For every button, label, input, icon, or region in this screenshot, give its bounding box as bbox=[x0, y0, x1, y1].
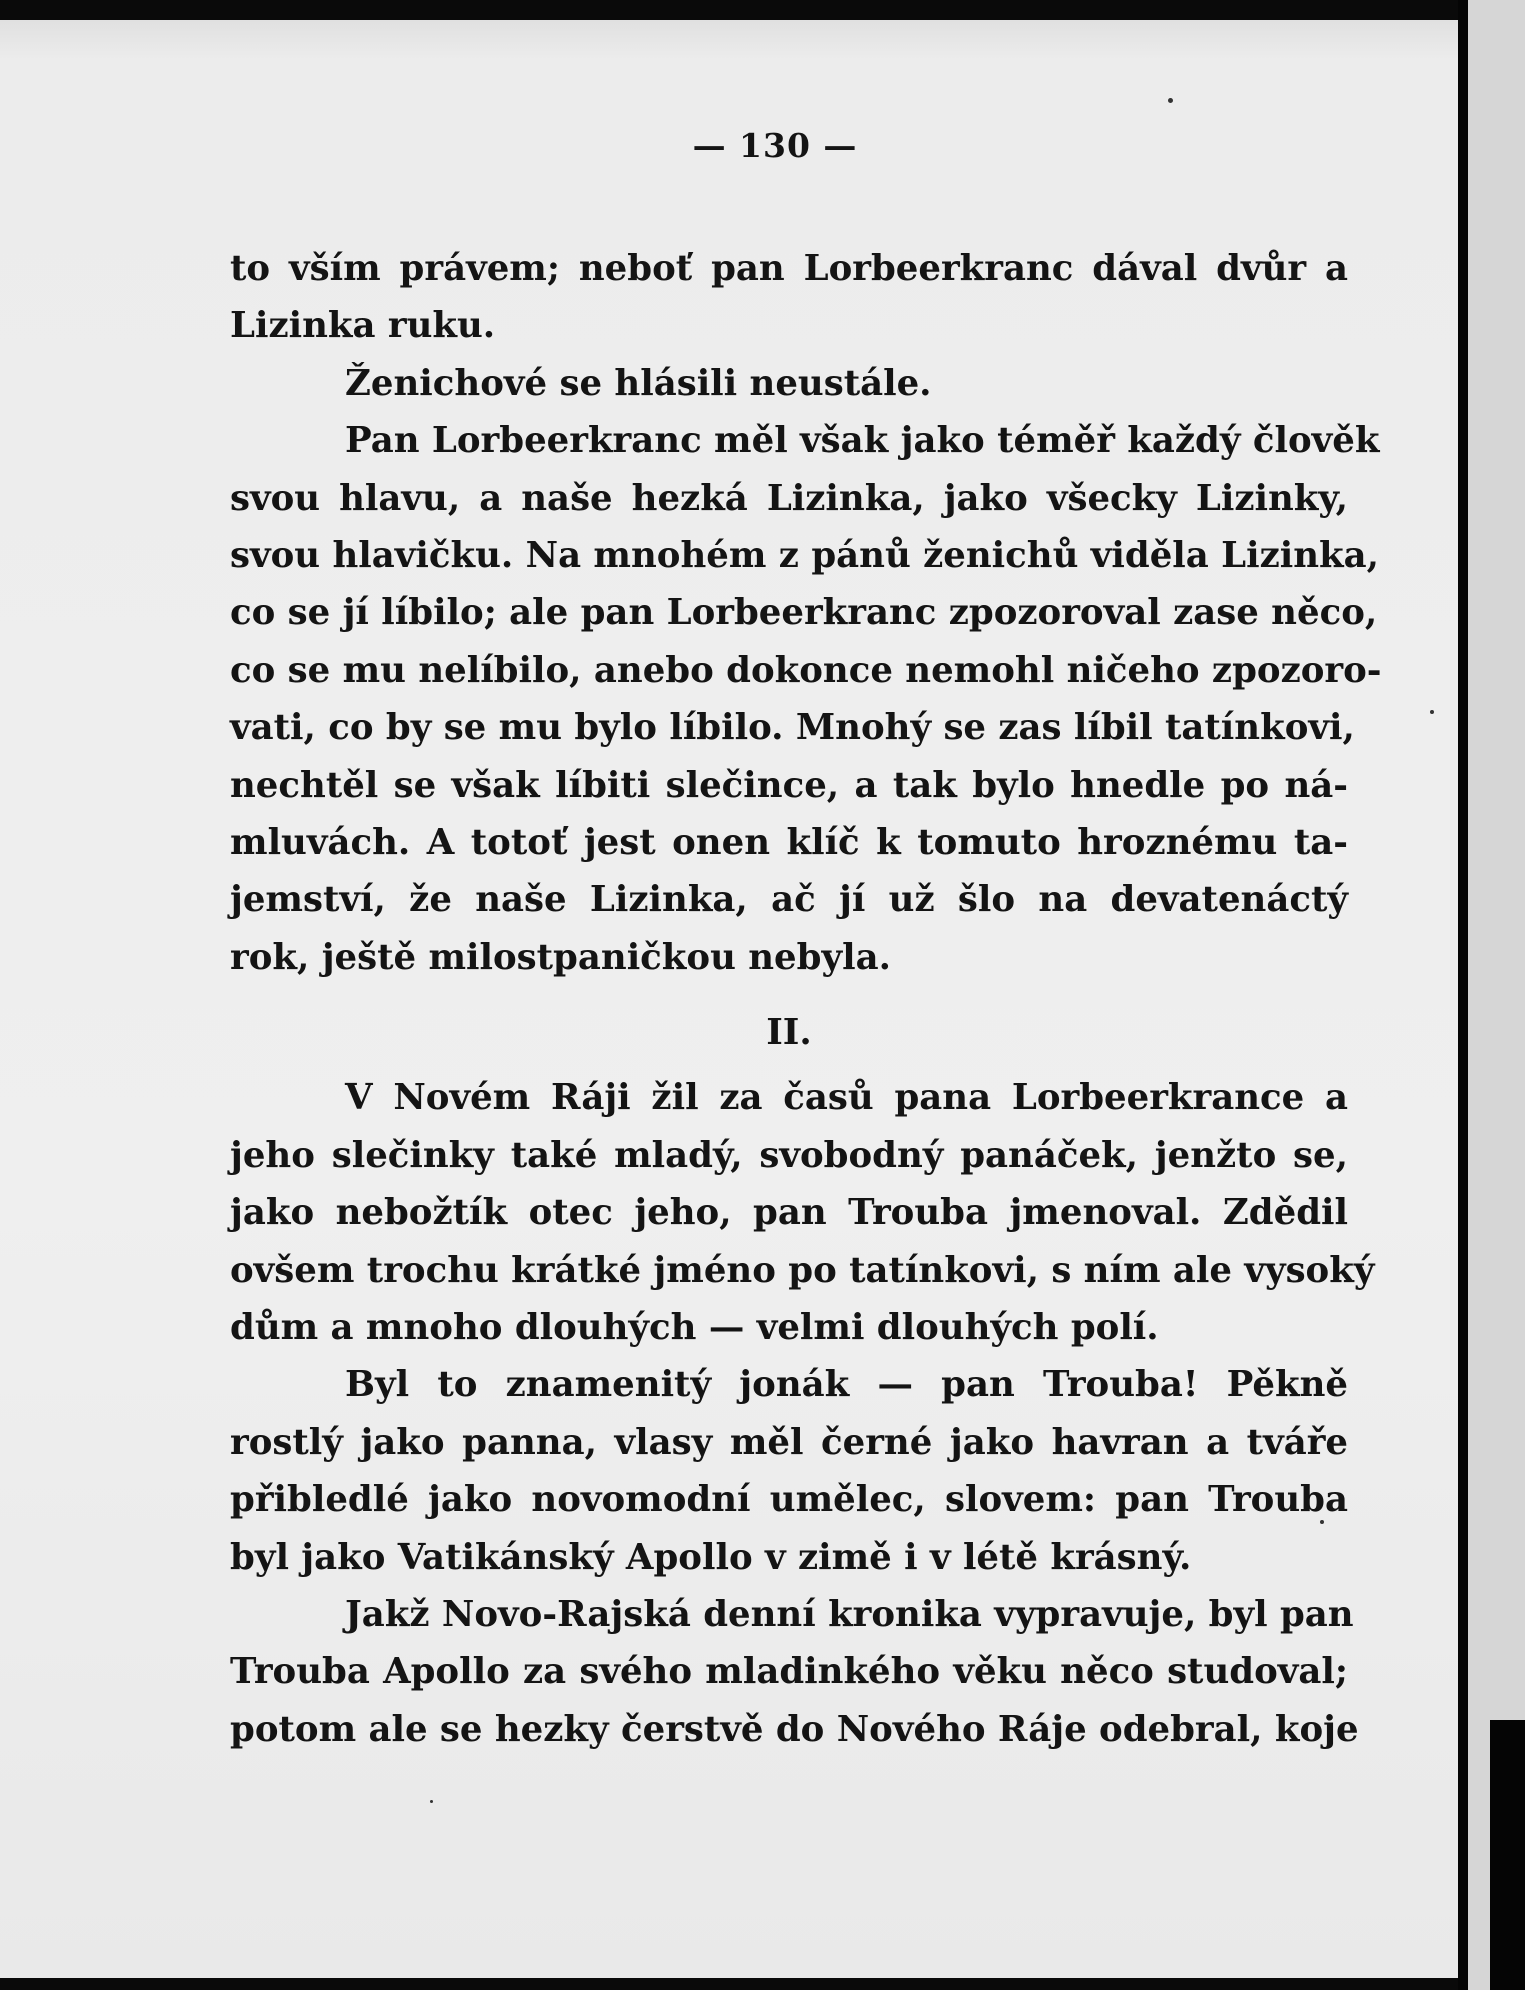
text-line: Trouba Apollo za svého mladinkého věku něco studoval; bbox=[230, 1651, 1348, 1693]
text-line: jeho slečinky také mladý, svobodný panáček, jenžto se, bbox=[230, 1134, 1348, 1176]
text-line: co se mu nelíbilo, anebo dokonce nemohl ničeho zpozoro- bbox=[230, 649, 1382, 691]
text-line: rok, ještě milostpaničkou nebyla. bbox=[230, 936, 891, 978]
text-line: Jakž Novo-Rajská denní kronika vypravuje, byl pan bbox=[345, 1593, 1354, 1635]
text-line: to vším právem; neboť pan Lorbeerkranc dával dvůr a bbox=[230, 248, 1348, 289]
text-line: vati, co by se mu bylo líbilo. Mnohý se zas líbil tatínkovi, bbox=[230, 707, 1355, 749]
page-number: — 130 — bbox=[692, 126, 858, 165]
text-line: Byl to znamenitý jonák — pan Trouba! Pěkně bbox=[345, 1364, 1348, 1406]
text-line: Ženichové se hlásili neustále. bbox=[345, 362, 932, 404]
paper-speck bbox=[1168, 98, 1173, 103]
body-text bbox=[230, 240, 1382, 1758]
text-line: ovšem trochu krátké jméno po tatínkovi, s ním ale vysoký bbox=[230, 1249, 1375, 1291]
text-line: přibledlé jako novomodní umělec, slovem: pan Trouba bbox=[230, 1479, 1348, 1521]
text-line: potom ale se hezky čerstvě do Nového Ráje odebral, koje bbox=[230, 1708, 1359, 1750]
paper-speck bbox=[430, 1800, 433, 1803]
text-line: Lizinka ruku. bbox=[230, 305, 496, 347]
text-line: svou hlavičku. Na mnohém z pánů ženichů viděla Lizinka, bbox=[230, 534, 1379, 576]
chapter-heading: II. bbox=[766, 1012, 812, 1054]
text-line: V Novém Ráji žil za časů pana Lorbeerkrance a bbox=[345, 1077, 1348, 1119]
next-page-shadow bbox=[1490, 1720, 1525, 1990]
text-line: Pan Lorbeerkranc měl však jako téměř každý člověk bbox=[345, 420, 1380, 462]
text-line: jako nebožtík otec jeho, pan Trouba jmenoval. Zdědil bbox=[230, 1192, 1348, 1234]
page-gutter-shadow bbox=[1458, 0, 1468, 1990]
paper-speck bbox=[1430, 710, 1434, 714]
text-line: rostlý jako panna, vlasy měl černé jako havran a tváře bbox=[230, 1421, 1348, 1463]
text-line: dům a mnoho dlouhých — velmi dlouhých polí. bbox=[230, 1307, 1159, 1349]
text-line: svou hlavu, a naše hezká Lizinka, jako všecky Lizinky, bbox=[230, 477, 1348, 519]
text-line: jemství, že naše Lizinka, ač jí už šlo na devatenáctý bbox=[230, 879, 1348, 921]
text-line: nechtěl se však líbiti slečince, a tak bylo hnedle po ná- bbox=[230, 764, 1348, 806]
text-line: byl jako Vatikánský Apollo v zimě i v létě krásný. bbox=[230, 1536, 1192, 1578]
text-line: mluvách. A totoť jest onen klíč k tomuto hroznému ta- bbox=[230, 821, 1348, 863]
text-line: co se jí líbilo; ale pan Lorbeerkranc zpozoroval zase něco, bbox=[230, 592, 1378, 634]
next-page-edge bbox=[1468, 0, 1525, 1990]
